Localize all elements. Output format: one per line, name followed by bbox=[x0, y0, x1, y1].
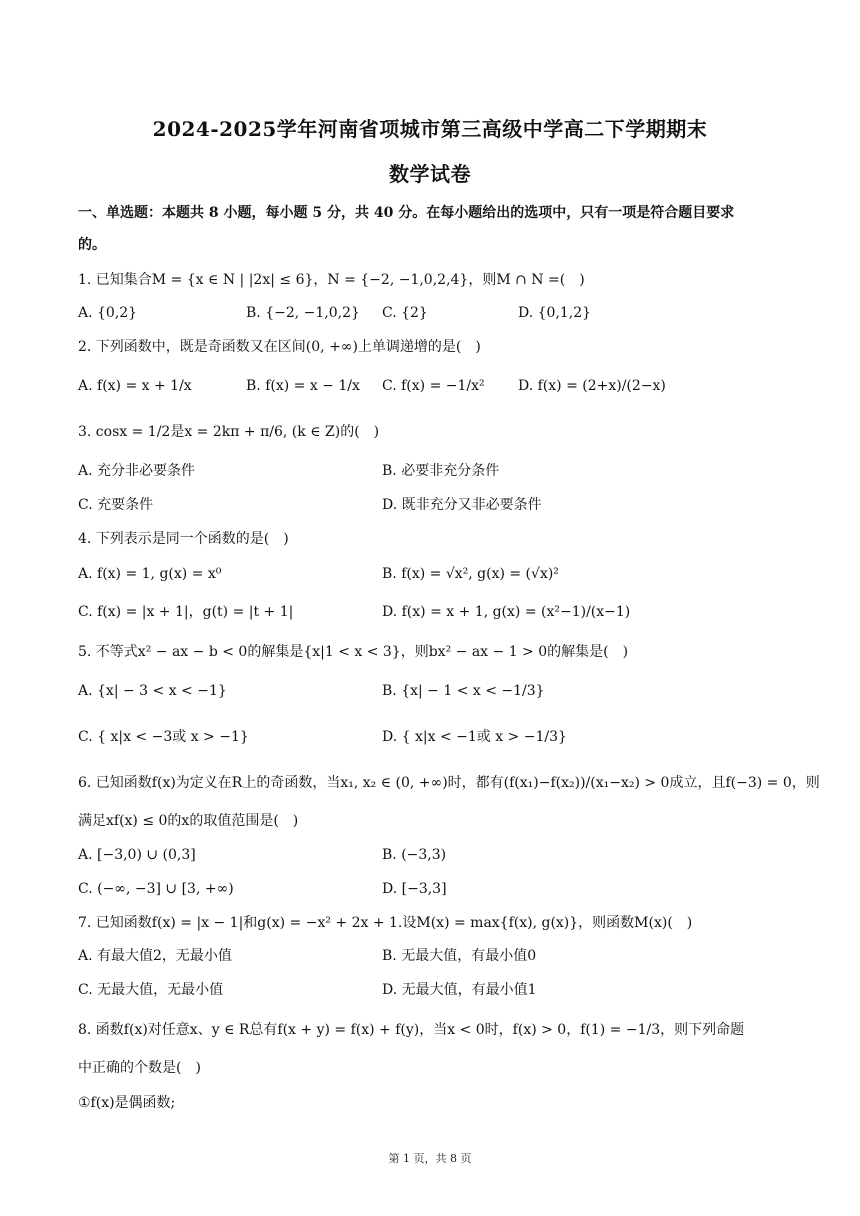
q5-option-d: D. { x|x < −1或 x > −1/3} bbox=[382, 729, 567, 745]
q4-option-a: A. f(x) = 1, g(x) = x⁰ bbox=[78, 566, 222, 582]
q6-option-a: A. [−3,0) ∪ (0,3] bbox=[78, 847, 196, 863]
question-5-stem: 5. 不等式x² − ax − b < 0的解集是{x|1 < x < 3}，则bx² − ax − 1 > 0的解集是( ) bbox=[78, 644, 629, 660]
section-heading-cont: 的。 bbox=[78, 237, 106, 253]
q6-option-c: C. (−∞, −3] ∪ [3, +∞) bbox=[78, 881, 234, 897]
question-7-stem: 7. 已知函数f(x) = |x − 1|和g(x) = −x² + 2x + 1.设M(x) = max{f(x), g(x)}，则函数M(x)( ) bbox=[78, 915, 693, 931]
exam-subtitle: 数学试卷 bbox=[389, 162, 471, 186]
question-8-stem-cont: 中正确的个数是( ) bbox=[78, 1060, 201, 1076]
q1-option-d: D. {0,1,2} bbox=[518, 305, 592, 321]
question-2-stem: 2. 下列函数中，既是奇函数又在区间(0, +∞)上单调递增的是( ) bbox=[78, 339, 481, 355]
page-footer: 第 1 页，共 8 页 bbox=[388, 1152, 472, 1165]
q2-option-b: B. f(x) = x − 1/x bbox=[246, 378, 360, 394]
q7-option-a: A. 有最大值2，无最小值 bbox=[78, 948, 232, 964]
question-8-stem: 8. 函数f(x)对任意x、y ∈ R总有f(x + y) = f(x) + f(y)，当x < 0时，f(x) > 0，f(1) = −1/3，则下列命题 bbox=[78, 1022, 745, 1038]
question-6-stem-cont: 满足xf(x) ≤ 0的x的取值范围是( ) bbox=[78, 813, 299, 829]
q2-option-d: D. f(x) = (2+x)/(2−x) bbox=[518, 378, 666, 394]
section-heading: 一、单选题：本题共 8 小题，每小题 5 分，共 40 分。在每小题给出的选项中，只有一项是符合题目要求 bbox=[78, 205, 735, 221]
question-1-stem: 1. 已知集合M = {x ∈ N | |2x| ≤ 6}，N = {−2, −1,0,2,4}，则M ∩ N =( ) bbox=[78, 272, 585, 288]
question-6-stem: 6. 已知函数f(x)为定义在R上的奇函数，当x₁, x₂ ∈ (0, +∞)时，都有(f(x₁)−f(x₂))/(x₁−x₂) > 0成立，且f(−3) = 0，则 bbox=[78, 775, 820, 791]
q8-statement-1: ①f(x)是偶函数; bbox=[78, 1095, 176, 1111]
q3-option-a: A. 充分非必要条件 bbox=[78, 463, 196, 479]
q1-option-a: A. {0,2} bbox=[78, 305, 138, 321]
q1-option-c: C. {2} bbox=[382, 305, 428, 321]
q2-option-a: A. f(x) = x + 1/x bbox=[78, 378, 192, 394]
exam-title: 2024-2025学年河南省项城市第三高级中学高二下学期期末 bbox=[152, 117, 708, 141]
q5-option-b: B. {x| − 1 < x < −1/3} bbox=[382, 683, 545, 699]
q3-option-b: B. 必要非充分条件 bbox=[382, 463, 500, 479]
q7-option-b: B. 无最大值，有最小值0 bbox=[382, 948, 537, 964]
q3-option-d: D. 既非充分又非必要条件 bbox=[382, 497, 542, 513]
q7-option-d: D. 无最大值，有最小值1 bbox=[382, 982, 537, 998]
q4-option-c: C. f(x) = |x + 1|，g(t) = |t + 1| bbox=[78, 604, 294, 620]
q4-option-b: B. f(x) = √x², g(x) = (√x)² bbox=[382, 566, 559, 582]
q4-option-d: D. f(x) = x + 1, g(x) = (x²−1)/(x−1) bbox=[382, 604, 631, 620]
q3-option-c: C. 充要条件 bbox=[78, 497, 154, 513]
q1-option-b: B. {−2, −1,0,2} bbox=[246, 305, 360, 321]
q5-option-a: A. {x| − 3 < x < −1} bbox=[78, 683, 227, 699]
question-3-stem: 3. cosx = 1/2是x = 2kπ + π/6, (k ∈ Z)的( ) bbox=[78, 424, 380, 440]
q2-option-c: C. f(x) = −1/x² bbox=[382, 378, 485, 394]
q7-option-c: C. 无最大值，无最小值 bbox=[78, 982, 224, 998]
q6-option-d: D. [−3,3] bbox=[382, 881, 447, 897]
question-4-stem: 4. 下列表示是同一个函数的是( ) bbox=[78, 531, 289, 547]
q5-option-c: C. { x|x < −3或 x > −1} bbox=[78, 729, 249, 745]
q6-option-b: B. (−3,3) bbox=[382, 847, 447, 863]
